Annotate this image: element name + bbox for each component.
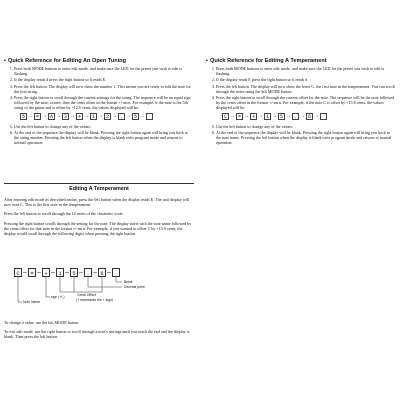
- display-digit: +: [251, 113, 255, 120]
- temperament-steps: [206, 66, 396, 145]
- temperament-step-2: 2. If the display reads E press the right button so it reads d.: [216, 77, 396, 82]
- label-sign: sign (+/-): [51, 295, 65, 299]
- open-tuning-title: ▪ Quick Reference for Editing An Open Tuning: [4, 58, 127, 64]
- display-digit: 3: [63, 113, 67, 120]
- display-digit: .: [119, 113, 123, 120]
- editing-paragraph-3: Pressing the right button scrolls through the setting for the note. The display starts with the note name followed by the cents offset for that note in the format +/-nn.n. For example, if you wanted to offset C by +15.6 cents, the display would scroll through the following digits when pressing the right button.: [4, 220, 192, 237]
- editing-paragraph-2: Press the left button to scroll through the 12 notes of the chromatic scale.: [4, 211, 124, 217]
- display-digit: C: [223, 113, 227, 120]
- display-digit: 5: [21, 113, 25, 120]
- diagram-digit: C: [14, 268, 22, 277]
- label-cents-offset: Cents Offset: [77, 293, 96, 297]
- diagram-digit: .: [84, 268, 92, 277]
- display-digit: A: [49, 113, 53, 120]
- temperament-section: [206, 58, 396, 146]
- editing-paragraph-1: After entering edit mode as described earlier, press the left button when the display reads E. The unit display will now read C. This is the first note in the temperament.: [4, 197, 190, 208]
- temperament-display-sequence: [222, 112, 396, 121]
- open-tuning-step-6: 6. At the end of the sequence the display will be blank. Pressing the right button again will bring you back to the string number. Pressing the left button when the display is blank exits program mode and returns to normal operation.: [14, 130, 194, 146]
- temperament-title: ▪ Quick Reference for Editing A Temperament: [206, 58, 327, 64]
- open-tuning-steps: [4, 66, 194, 145]
- arrow-right-icon: →: [244, 112, 248, 119]
- diagram-digit: 5: [70, 268, 78, 277]
- open-tuning-step-4: 4. Press the right button to scroll through the current settings for the string. The sequence will be an equal sign followed by the note, octave, then the cents offset in the format +/-nn.n. For example, if the note is the 5th string of the guitar and is offset by +12.5 cents, the values displayed will be: 5 → = → A → 3 → + → 1 → 2 → . → 5 →: [14, 95, 194, 121]
- temperament-step-3: 3. Press the left button. The display will now show the letter C, the first note in the temperament. You can scroll through the notes using the left MODE button.: [216, 84, 396, 94]
- label-note-name: Note Name: [23, 300, 41, 304]
- display-blank: [146, 113, 153, 120]
- arrow-right-icon: →: [258, 112, 262, 119]
- display-digit: +: [77, 113, 81, 120]
- display-sequence-diagram: [14, 268, 144, 320]
- arrow-right-icon: →: [272, 112, 276, 119]
- temperament-step-6: 6. At the end of the sequence the display will be blank. Pressing the right button again will bring you back to the note name. Pressing the left button when the display is blank exits program mode and returns to normal operation.: [216, 130, 396, 146]
- arrow-right-icon: →: [56, 112, 60, 119]
- label-decimal-point: Decimal point: [124, 285, 145, 289]
- editing-paragraph-5: To exit edit mode, use the right button to scroll through a note's settings until you reach the end and the display is blank. Then press the left button.: [4, 329, 190, 340]
- open-tuning-step-2: 2. If the display reads d press the right button so it reads E.: [14, 77, 194, 82]
- diagram-digit: 6: [98, 268, 106, 277]
- section-divider: [4, 183, 194, 184]
- display-digit: =: [35, 113, 39, 120]
- editing-paragraph-4: To change a value, use the left MODE button.: [4, 320, 80, 325]
- open-tuning-section: [4, 58, 194, 146]
- display-digit: 5: [279, 113, 283, 120]
- arrow-right-icon: →: [286, 112, 290, 119]
- open-tuning-step-3: 3. Press the left button. The display will now show the number 1. This means you are ready to edit the note for the first string.: [14, 84, 194, 94]
- temperament-step-5: 5. Use the left button to change any of the values.: [216, 124, 396, 129]
- editing-section-intro: [4, 197, 194, 240]
- display-digit: 1: [91, 113, 95, 120]
- arrow-right-icon: →: [126, 112, 130, 119]
- open-tuning-step-5: 5. Use the left button to change any of the values.: [14, 124, 194, 129]
- arrow-right-icon: →: [140, 112, 144, 119]
- open-tuning-display-sequence: [20, 112, 194, 121]
- display-blank: [320, 113, 327, 120]
- temperament-step-1: 1. Press both MODE buttons to enter edit mode, and make sure the LED for the preset you wish to edit is flashing.: [216, 66, 396, 76]
- temperament-step-4: 4. Press the right button to scroll through the current offset for the note. The sequence will be the note followed by the cents offset in the format +/-nn.n. For example, if the note C is offset by +15.6 cents, the values displayed will be: C → = → + → 1 → 5 → . → 6 →: [216, 95, 396, 121]
- editing-temperament-heading: Editing A Temperament: [69, 186, 129, 192]
- display-digit: .: [293, 113, 297, 120]
- arrow-right-icon: →: [112, 112, 116, 119]
- display-digit: =: [237, 113, 241, 120]
- arrow-right-icon: →: [42, 112, 46, 119]
- editing-section-outro: [4, 320, 194, 344]
- arrow-right-icon: →: [230, 112, 234, 119]
- diagram-digit: +: [42, 268, 50, 277]
- arrow-right-icon: →: [70, 112, 74, 119]
- arrow-right-icon: →: [84, 112, 88, 119]
- open-tuning-step-1: 1. Press both MODE buttons to enter edit mode, and make sure the LED for the preset you wish to edit is flashing.: [14, 66, 194, 76]
- display-digit: 6: [307, 113, 311, 120]
- diagram-digit: 1: [56, 268, 64, 277]
- arrow-right-icon: →: [28, 112, 32, 119]
- arrow-right-icon: →: [98, 112, 102, 119]
- display-digit: 1: [265, 113, 269, 120]
- arrow-right-icon: →: [300, 112, 304, 119]
- label-sign-note: (+ represents the + sign): [76, 298, 113, 302]
- display-digit: 5: [133, 113, 137, 120]
- arrow-right-icon: →: [314, 112, 318, 119]
- diagram-digit: =: [28, 268, 36, 277]
- label-blank: Blank: [124, 280, 133, 284]
- display-digit: 2: [105, 113, 109, 120]
